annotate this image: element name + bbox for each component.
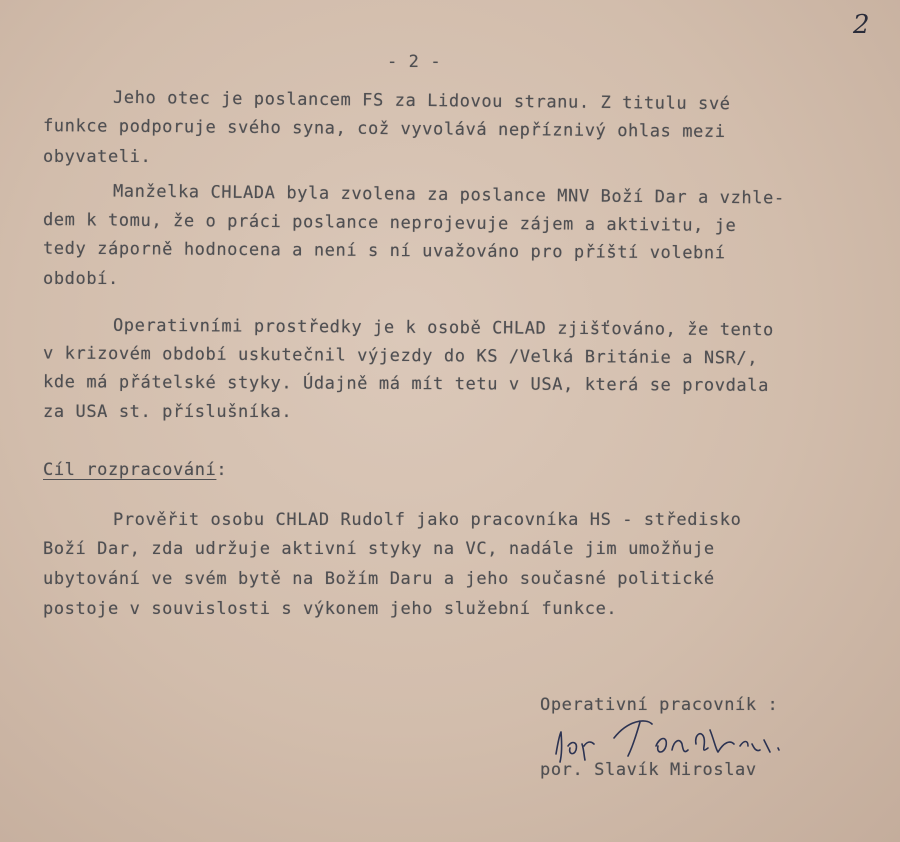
paragraph-1-line-1: Jeho otec je poslancem FS za Lidovou stranu. Z titulu své <box>112 87 731 115</box>
paragraph-1-line-2: funkce podporuje svého syna, což vyvolává nepříznivý ohlas mezi <box>42 116 726 142</box>
paragraph-3-line-1: Operativními prostředky je k osobě CHLAD zjišťováno, že tento <box>112 315 774 341</box>
paragraph-4-line-1: Prověřit osobu CHLAD Rudolf jako pracovníka HS - středisko <box>113 510 742 530</box>
paragraph-4-line-2: Boží Dar, zda udržuje aktivní styky na VC, nadále jim umožňuje <box>43 539 715 559</box>
paragraph-4-line-3: ubytování ve svém bytě na Božím Daru a jeho současné politické <box>43 569 715 589</box>
signature-title: Operativní pracovník : <box>540 695 779 715</box>
paragraph-2-line-3: tedy záporně hodnocena a není s ní uvažováno pro příští volební <box>42 238 726 264</box>
paragraph-3-line-4: za USA st. příslušníka. <box>43 402 293 422</box>
signature-name: por. Slavík Miroslav <box>540 760 757 780</box>
section-heading-colon: : <box>216 460 228 480</box>
paragraph-3-line-2: v krizovém období uskutečnil výjezdy do KS /Velká Británie a NSR/, <box>42 343 759 369</box>
section-heading <box>43 460 227 480</box>
paragraph-2-line-4: období. <box>43 269 119 289</box>
paragraph-2-line-1: Manželka CHLADA byla zvolena za poslance MNV Boží Dar a vzhle- <box>112 181 785 209</box>
paragraph-3-line-3: kde má přátelské styky. Údajně má mít tetu v USA, která se provdala <box>42 372 769 396</box>
paragraph-2-line-2: dem k tomu, že o práci poslance neprojevuje zájem a aktivitu, je <box>42 209 737 237</box>
paragraph-1-line-3: obyvateli. <box>43 147 152 167</box>
page-number: - 2 - <box>387 52 442 72</box>
paragraph-4-line-4: postoje v souvislosti s výkonem jeho služební funkce. <box>43 599 618 619</box>
section-heading-text: Cíl rozpracování <box>43 460 217 480</box>
handwritten-page-number: 2 <box>853 10 870 40</box>
